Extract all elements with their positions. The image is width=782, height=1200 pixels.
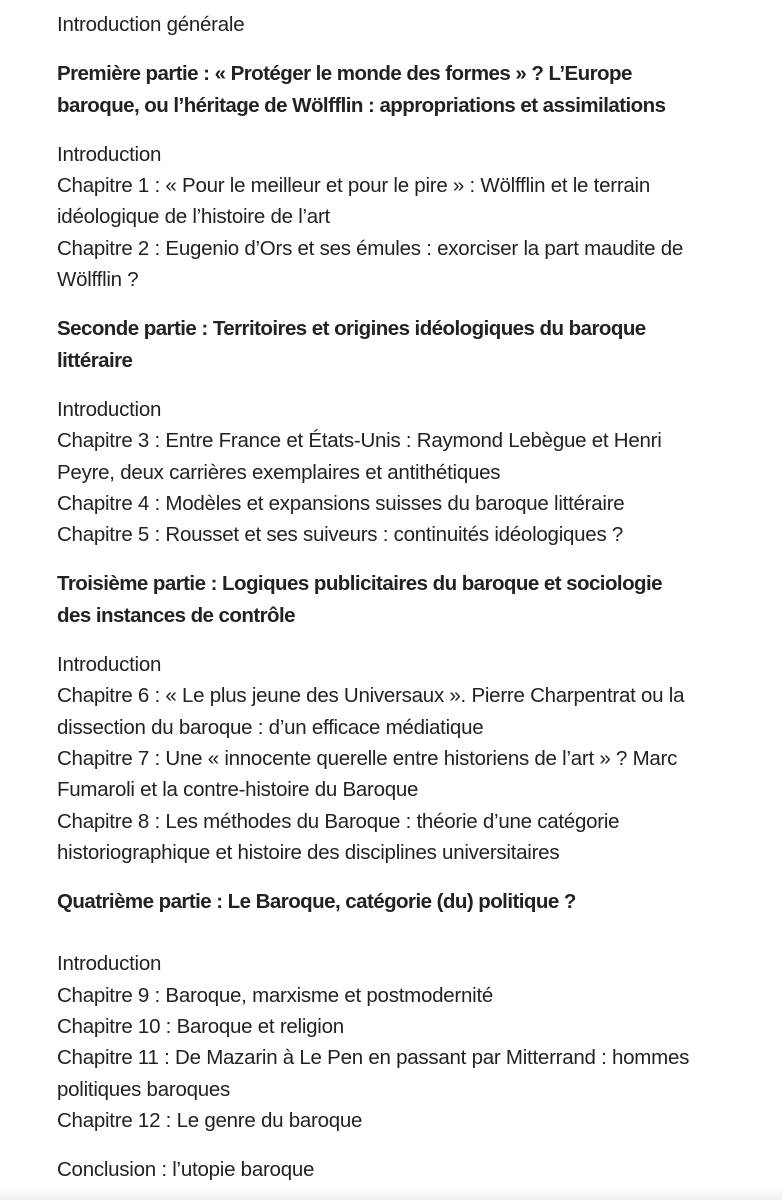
part-title-line: Seconde partie : Territoires et origines idéologiques du baroque [57, 317, 646, 341]
part-3-title [57, 568, 757, 631]
chapter-5 [57, 519, 757, 550]
chapter-4 [57, 488, 757, 519]
part-1-introduction [57, 139, 757, 170]
part-title-line: Première partie : « Protéger le monde des formes » ? L’Europe [57, 62, 632, 86]
entry-line: Chapitre 7 : Une « innocente querelle entre historiens de l’art » ? Marc [57, 746, 678, 770]
part-3-introduction [57, 649, 757, 680]
part-title-line: littéraire [57, 348, 133, 372]
entry-line: Wölfflin ? [57, 268, 139, 292]
part-1-chapter-list [57, 139, 757, 295]
entry-line: Introduction [57, 653, 162, 677]
chapter-2 [57, 233, 757, 296]
chapter-6 [57, 680, 757, 743]
part-4-title [57, 886, 757, 917]
entry-line: Introduction [57, 397, 162, 421]
part-title-line: des instances de contrôle [57, 603, 296, 627]
bottom-edge-shadow [0, 1186, 782, 1200]
entry-line: Chapitre 9 : Baroque, marxisme et postmodernité [57, 983, 494, 1007]
part-title-line: Troisième partie : Logiques publicitaires du baroque et sociologie [57, 572, 663, 596]
conclusion: Conclusion : l’utopie baroque [57, 1158, 315, 1182]
entry-line: Chapitre 2 : Eugenio d’Ors et ses émules : exorciser la part maudite de [57, 236, 684, 260]
entry-line: Introduction [57, 952, 162, 976]
entry-line: Chapitre 11 : De Mazarin à Le Pen en passant par Mitterrand : hommes [57, 1046, 690, 1070]
part-4 [57, 886, 757, 1136]
chapter-3 [57, 425, 757, 488]
part-2-introduction [57, 394, 757, 425]
part-2 [57, 313, 757, 550]
entry-line: Chapitre 8 : Les méthodes du Baroque : théorie d’une catégorie [57, 809, 620, 833]
entry-line: idéologique de l’histoire de l’art [57, 205, 330, 229]
entry-line: Chapitre 10 : Baroque et religion [57, 1015, 344, 1039]
entry-line: Fumaroli et la contre-histoire du Baroque [57, 778, 419, 802]
entry-line: Chapitre 3 : Entre France et États-Unis : Raymond Lebègue et Henri [57, 429, 662, 453]
part-3 [57, 568, 757, 868]
entry-line: Chapitre 5 : Rousset et ses suiveurs : continuités idéologiques ? [57, 523, 624, 547]
table-of-contents [57, 9, 757, 1186]
chapter-11 [57, 1042, 757, 1105]
entry-line: politiques baroques [57, 1077, 231, 1101]
entry-line: Chapitre 6 : « Le plus jeune des Universaux ». Pierre Charpentrat ou la [57, 684, 685, 708]
chapter-8 [57, 806, 757, 869]
chapter-12 [57, 1105, 757, 1136]
entry-line: Chapitre 4 : Modèles et expansions suisses du baroque littéraire [57, 491, 625, 515]
chapter-7 [57, 743, 757, 806]
chapter-1 [57, 170, 757, 233]
part-1 [57, 58, 757, 295]
general-introduction: Introduction générale [57, 13, 245, 36]
part-3-chapter-list [57, 649, 757, 868]
part-title-line: Quatrième partie : Le Baroque, catégorie (du) politique ? [57, 890, 576, 914]
chapter-10 [57, 1011, 757, 1042]
part-1-title [57, 58, 757, 121]
part-4-introduction [57, 948, 757, 979]
entry-line: dissection du baroque : d’un efficace médiatique [57, 715, 484, 739]
part-2-title [57, 313, 757, 376]
entry-line: Introduction [57, 142, 162, 166]
entry-line: Peyre, deux carrières exemplaires et antithétiques [57, 460, 501, 484]
part-4-chapter-list [57, 948, 757, 1136]
entry-line: Chapitre 12 : Le genre du baroque [57, 1108, 363, 1132]
entry-line: Chapitre 1 : « Pour le meilleur et pour le pire » : Wölfflin et le terrain [57, 174, 650, 198]
entry-line: historiographique et histoire des disciplines universitaires [57, 840, 560, 864]
part-2-chapter-list [57, 394, 757, 550]
part-title-line: baroque, ou l’héritage de Wölfflin : appropriations et assimilations [57, 93, 666, 117]
chapter-9 [57, 980, 757, 1011]
